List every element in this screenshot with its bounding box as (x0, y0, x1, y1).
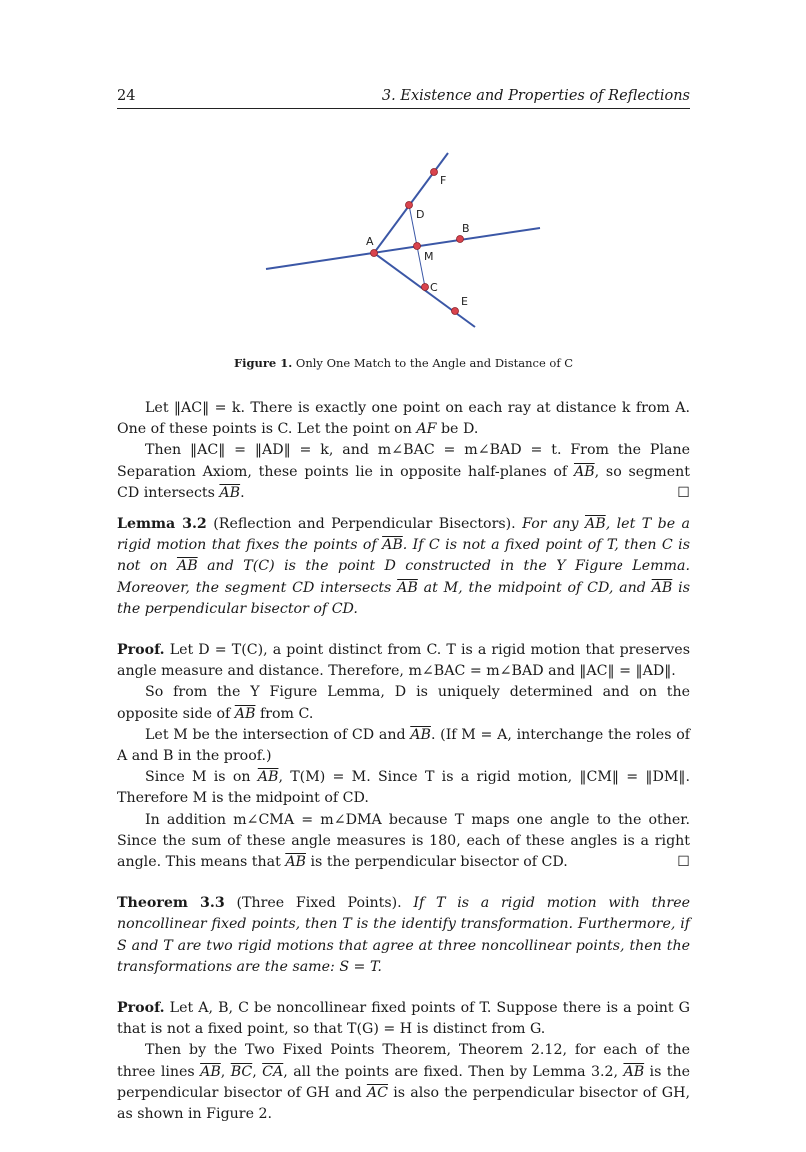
lemma-title: (Reflection and Perpendicular Bisectors). (206, 516, 516, 533)
segment-symbol: $\overline{AB}$ (176, 558, 198, 575)
segment-symbol: $\overline{AB}$ (234, 705, 256, 722)
point-e (452, 308, 459, 315)
segment-symbol: $\overline{AB}$ (285, 854, 306, 871)
segment-symbol: $\overline{CA}$ (262, 1063, 284, 1080)
text-span: . (If M = A, interchange the roles of A and B in the proof.) (117, 726, 690, 765)
proof-theorem-para-1 (117, 998, 690, 1040)
lemma-label: Lemma 3.2 (117, 516, 207, 533)
text-span: is the perpendicular bisector of GH and (117, 1063, 690, 1101)
text-span: is the perpendicular bisector of CD. (117, 579, 690, 617)
text-span: and T(C) is the point D constructed in the Y Figure Lemma. Moreover, the segment CD intersects (117, 558, 690, 596)
page-number: 24 (117, 88, 136, 104)
running-title: 3. Existence and Properties of Reflections (381, 88, 690, 104)
proof-label: Proof. (117, 642, 165, 659)
label-c: C (430, 281, 438, 294)
label-d: D (416, 208, 425, 221)
segment-symbol: $\overline{AB}$ (585, 516, 606, 533)
text-span: , all the points are fixed. Then by Lemma 3.2, (283, 1063, 624, 1080)
proof-lemma-para-4 (117, 767, 690, 809)
segment-symbol: $\overline{BC}$ (230, 1063, 253, 1080)
text-span: Then by the Two Fixed Points Theorem, Theorem 2.12, for each of the three lines (117, 1042, 690, 1080)
line-ab (266, 228, 540, 269)
point-b (457, 236, 464, 243)
label-b: B (462, 222, 470, 235)
text-span: . (240, 484, 245, 501)
text-span: . If C is not a fixed point of T, then C is not on (117, 537, 690, 575)
proof-lemma-para-3 (117, 725, 690, 767)
text-span: For any (515, 516, 586, 533)
segment-symbol: $\overline{AC}$ (366, 1084, 388, 1101)
running-header (117, 86, 690, 109)
text-span: , (220, 1063, 231, 1080)
qed-box: ☐ (677, 854, 690, 871)
label-a: A (366, 235, 374, 248)
segment-symbol: $\overline{AB}$ (410, 726, 431, 743)
text-span: is also the perpendicular bisector of GH, as shown in Figure 2. (117, 1084, 690, 1123)
text-span: be D. (436, 421, 479, 438)
figure-lines (266, 153, 540, 327)
segment-symbol: $\overline{AB}$ (219, 484, 241, 501)
theorem-label: Theorem 3.3 (117, 895, 225, 912)
lemma-3-2 (117, 514, 690, 620)
proof-lemma-para-1 (117, 640, 690, 682)
figure-caption (117, 356, 690, 370)
segment-symbol: $\overline{AB}$ (573, 463, 595, 480)
text-span: , let T be a rigid motion that fixes the points of (117, 516, 690, 554)
text-span: , T(M) = M. Since T is a rigid motion, ‖CM‖ = ‖DM‖. Therefore M is the midpoint of CD. (117, 769, 690, 807)
segment-symbol: $\overline{AB}$ (257, 769, 279, 786)
segment-symbol: $\overline{AB}$ (382, 537, 403, 554)
paragraph-2 (117, 440, 690, 504)
point-c (422, 284, 429, 291)
text-span: , so segment CD intersects (117, 463, 690, 501)
caption-label: Figure 1. (233, 356, 293, 370)
label-e: E (461, 295, 468, 308)
point-d (406, 202, 413, 209)
paragraph-1 (117, 398, 690, 440)
segment-symbol: $\overline{AB}$ (623, 1063, 645, 1080)
text-span: is the perpendicular bisector of CD. (305, 854, 568, 871)
text-span: , (252, 1063, 263, 1080)
theorem-3-3 (117, 893, 690, 978)
proof-lemma-para-5 (117, 810, 690, 874)
theorem-statement: If T is a rigid motion with three noncollinear fixed points, then T is the identify transformation. Furthermore, if S and T are two rigid motions that agree at three noncollinear points, then the transformations are the same: S = T. (117, 895, 690, 975)
ray-af-symbol: AF (416, 421, 437, 438)
proof-theorem-para-2 (117, 1040, 690, 1125)
text-span: Then ‖AC‖ = ‖AD‖ = k, and m∠BAC = m∠BAD = t. From the Plane Separation Axiom, these points lie in opposite half-planes of (117, 442, 690, 480)
text-span: Let ‖AC‖ = k. There is exactly one point on each ray at distance k from A. One of these points is C. Let the point on (117, 400, 690, 438)
text-span: So from the Y Figure Lemma, D is uniquely determined and on the opposite side of (117, 684, 690, 722)
text-span: Let M be the intersection of CD and (145, 726, 411, 743)
theorem-title: (Three Fixed Points). (224, 895, 402, 912)
label-f: F (440, 174, 447, 187)
segment-symbol: $\overline{AB}$ (651, 579, 673, 596)
body-text (117, 398, 690, 1125)
segment-symbol: $\overline{AB}$ (397, 579, 418, 596)
point-a (371, 250, 378, 257)
proof-label: Proof. (117, 1000, 165, 1017)
text-span: In addition m∠CMA = m∠DMA because T maps one angle to the other. Since the sum of these angle measures is 180, each of these angles is a right angle. This means that (117, 811, 690, 871)
text-span: at M, the midpoint of CD, and (417, 579, 652, 596)
label-m: M (424, 250, 434, 263)
point-m (414, 243, 421, 250)
text-span: Let D = T(C), a point distinct from C. T is a rigid motion that preserves angle measure and distance. Therefore, m∠BAC = m∠BAD and ‖AC‖ = ‖AD‖. (117, 642, 690, 680)
proof-lemma-para-2 (117, 682, 690, 724)
segment-symbol: $\overline{AB}$ (200, 1063, 221, 1080)
text-span: Let A, B, C be noncollinear fixed points of T. Suppose there is a point G that is not a fixed point, so that T(G) = H is distinct from G. (117, 1000, 690, 1038)
text-span: Since M is on (145, 769, 258, 786)
qed-box: ☐ (677, 484, 690, 501)
point-f (431, 169, 438, 176)
figure-y-lemma (250, 145, 560, 335)
caption-text: Only One Match to the Angle and Distance of C (295, 356, 574, 370)
text-span: from C. (255, 705, 314, 722)
